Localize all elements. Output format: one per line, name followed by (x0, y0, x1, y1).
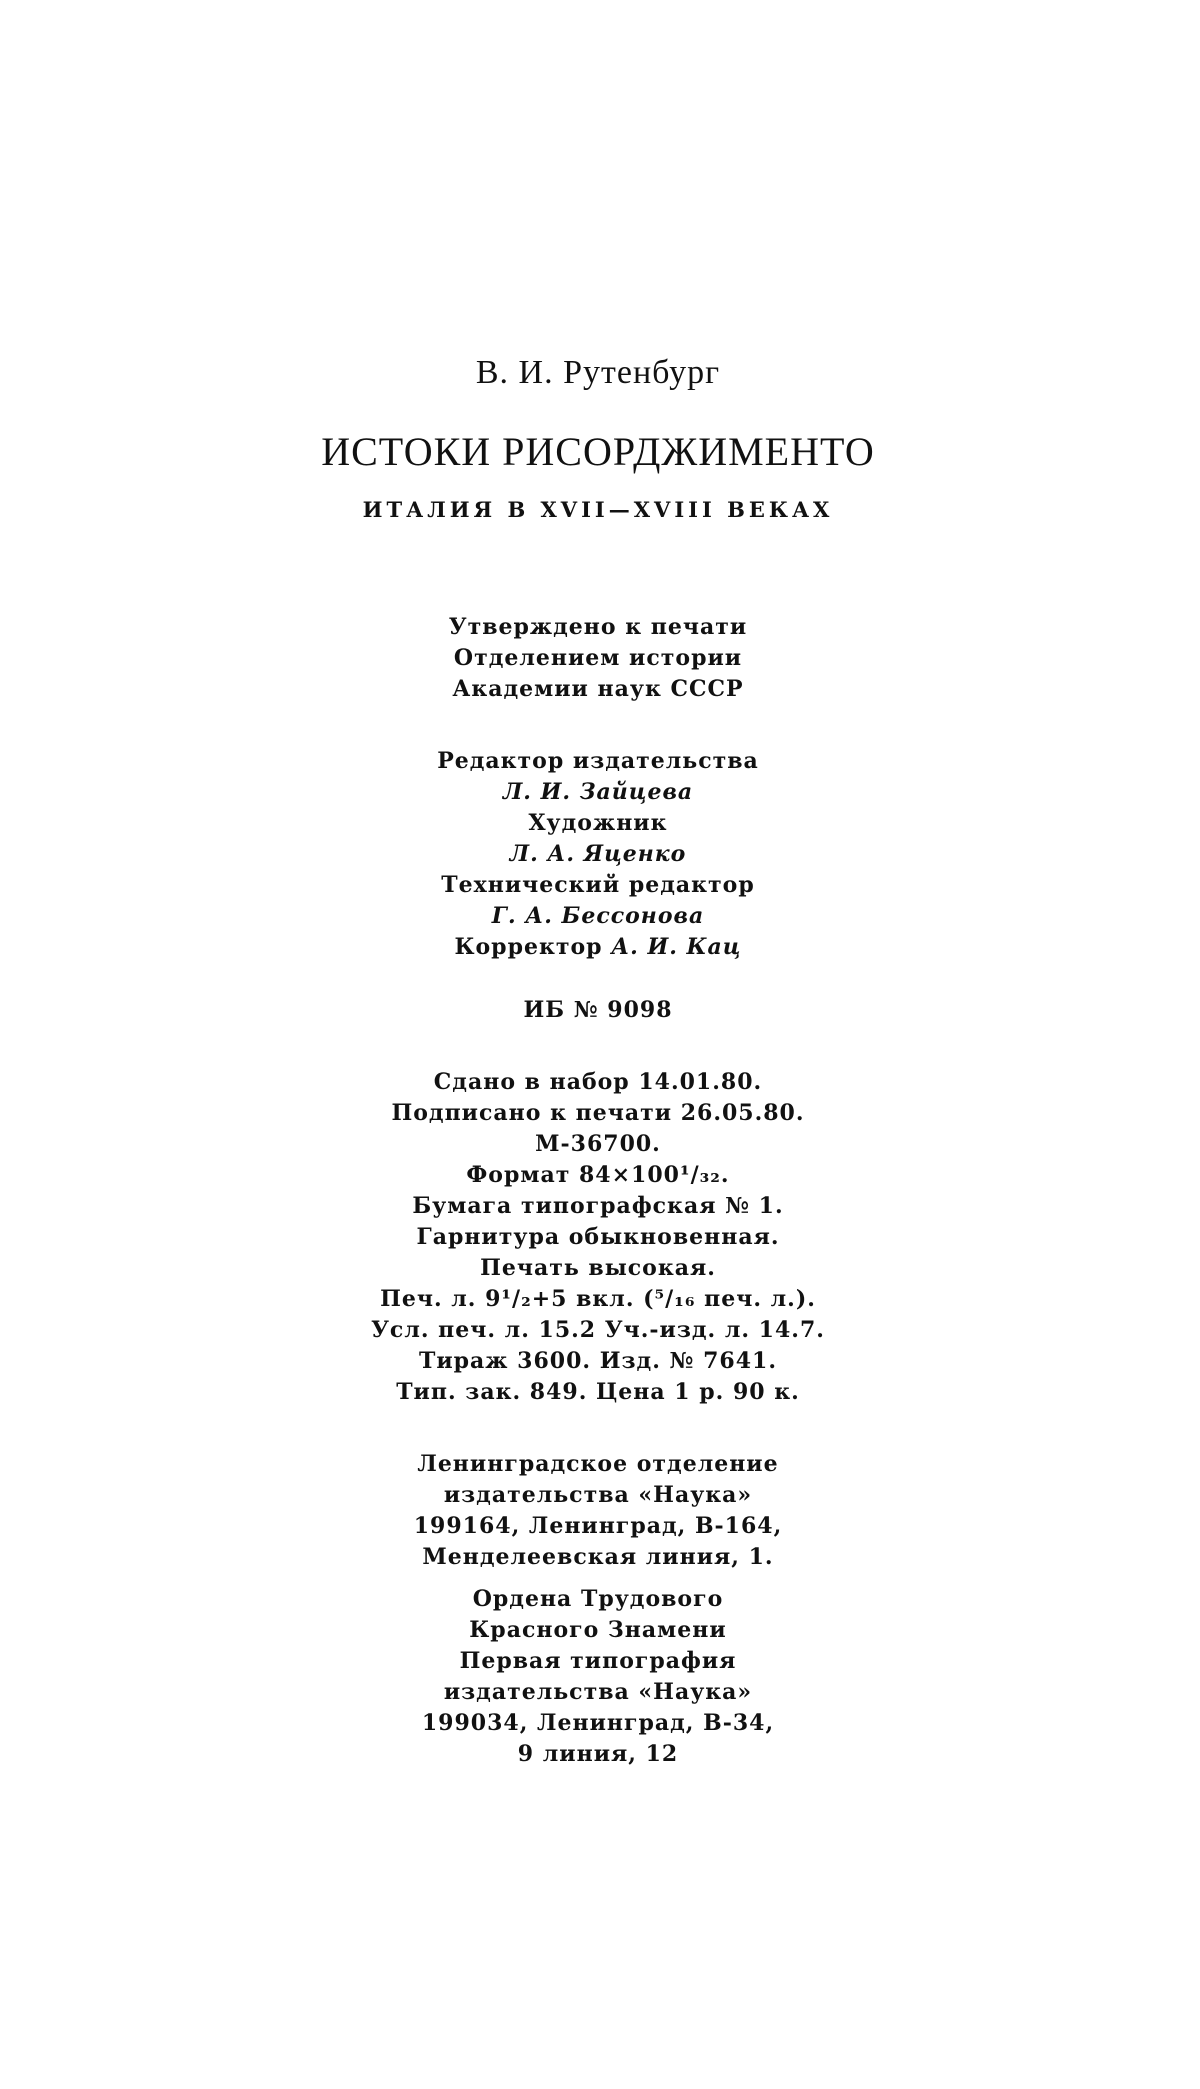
editor-name: Л. И. Зайцева (502, 779, 694, 805)
print-detail-line: Подписано к печати 26.05.80. (391, 1100, 805, 1126)
publisher-line: издательства «Наука» (443, 1482, 753, 1508)
printer-line: издательства «Наука» (443, 1679, 753, 1705)
printer-line: 199034, Ленинград, В-34, (421, 1710, 775, 1736)
print-detail-line: Печать высокая. (480, 1255, 716, 1281)
print-detail-line: Тираж 3600. Изд. № 7641. (418, 1348, 778, 1374)
tech-editor-role: Технический редактор (441, 872, 755, 898)
printer-line: Красного Знамени (469, 1617, 727, 1643)
editor-role: Редактор издательства (437, 748, 759, 774)
book-title: ИСТОКИ РИСОРДЖИМЕНТО (321, 429, 875, 474)
corrector-line (0, 934, 1198, 960)
artist-role: Художник (528, 810, 668, 836)
tech-editor-name: Г. А. Бессонова (491, 903, 705, 929)
approval-line: Отделением истории (453, 645, 743, 671)
publisher-line: 199164, Ленинград, В-164, (413, 1513, 783, 1539)
corrector-role: Корректор (454, 934, 603, 960)
printer-line: Ордена Трудового (472, 1586, 724, 1612)
approval-line: Академии наук СССР (452, 676, 744, 702)
printer-line: 9 линия, 12 (517, 1741, 679, 1767)
book-subtitle: ИТАЛИЯ В XVII—XVIII ВЕКАХ (362, 497, 834, 522)
print-detail-line: Бумага типографская № 1. (412, 1193, 784, 1219)
printer-line: Первая типография (459, 1648, 737, 1674)
approval-line: Утверждено к печати (448, 614, 748, 640)
ib-number: ИБ № 9098 (523, 997, 673, 1023)
print-detail-line: Усл. печ. л. 15.2 Уч.-изд. л. 14.7. (371, 1317, 825, 1343)
print-detail-line: Гарнитура обыкновенная. (416, 1224, 780, 1250)
print-detail-line: Формат 84×100¹/₃₂. (466, 1162, 730, 1188)
artist-name: Л. А. Яценко (509, 841, 687, 867)
publisher-line: Ленинградское отделение (417, 1451, 779, 1477)
corrector-name: А. И. Кац (611, 934, 742, 960)
publisher-line: Менделеевская линия, 1. (422, 1544, 774, 1570)
print-detail-line: М-36700. (535, 1131, 661, 1157)
print-detail-line: Тип. зак. 849. Цена 1 р. 90 к. (396, 1379, 800, 1405)
print-detail-line: Сдано в набор 14.01.80. (433, 1069, 763, 1095)
book-author: В. И. Рутенбург (475, 354, 721, 391)
print-detail-line: Печ. л. 9¹/₂+5 вкл. (⁵/₁₆ печ. л.). (380, 1286, 816, 1312)
